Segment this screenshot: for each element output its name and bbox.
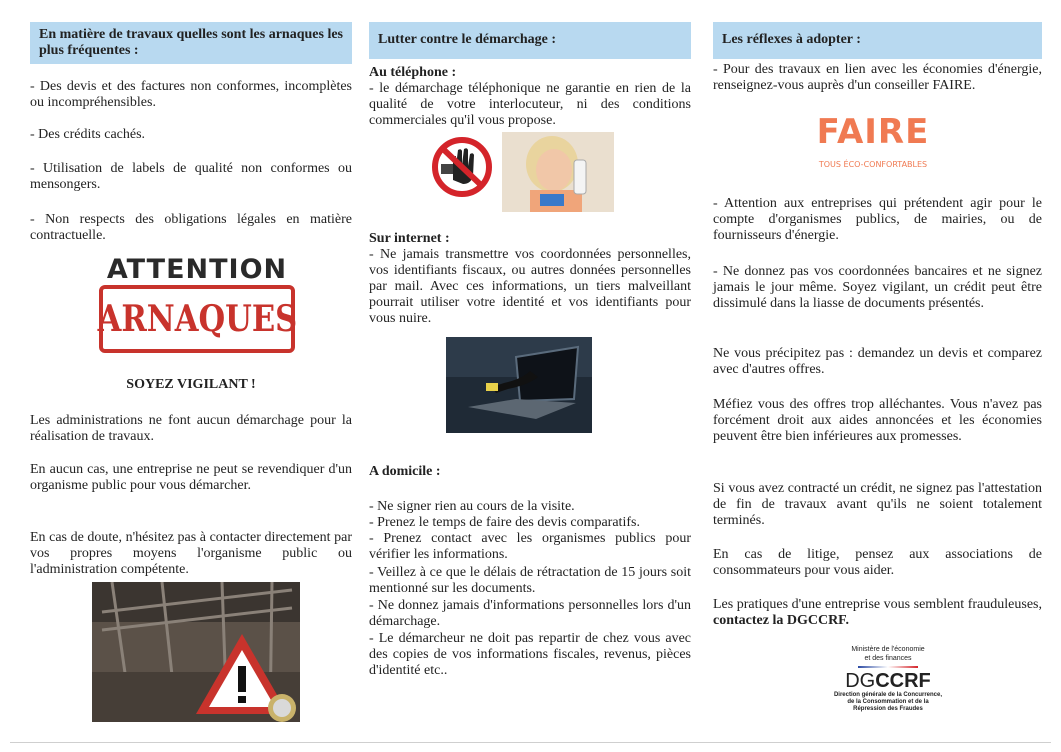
- para-coordonnees: - Ne donnez pas vos coordonnées bancaires et ne signez jamais le jour même. Soyez vigilant, un crédit peut être dissimulé dans la liasse de documents présentés.: [713, 264, 1042, 311]
- para-entreprises: - Attention aux entreprises qui prétendent agir pour le compte d'organismes publics, de mairies, ou de fournisseurs d'énergie.: [713, 196, 1042, 243]
- faire-wordmark: FAIRE: [816, 112, 930, 152]
- home-item-2: - Prenez le temps de faire des devis comparatifs.: [369, 515, 640, 530]
- section-header-arnaques: En matière de travaux quelles sont les arnaques les plus fréquentes :: [30, 22, 352, 64]
- dgccrf-ministry-2: et des finances: [864, 655, 912, 662]
- internet-title: Sur internet :: [369, 231, 450, 246]
- item-credits: - Des crédits cachés.: [30, 127, 146, 142]
- phone-text: - le démarchage téléphonique ne garantie en rien de la qualité de votre interlocuteur, ni des conditions commerciales qu'il vous propose.: [369, 81, 691, 128]
- para-faire: - Pour des travaux en lien avec les économies d'énergie, renseignez-vous auprès d'un conseiller FAIRE.: [713, 62, 1042, 93]
- dgccrf-ccrf: CCRF: [875, 670, 931, 692]
- item-devis: - Des devis et des factures non conformes, incomplètes ou incompréhensibles.: [30, 79, 352, 110]
- dgccrf-wordmark: [808, 670, 968, 692]
- phone-woman-photo: [502, 132, 614, 212]
- section-header-reflexes: Les réflexes à adopter :: [713, 22, 1042, 59]
- no-hand-stop-icon: [427, 136, 497, 198]
- arnaques-stamp: [99, 285, 295, 353]
- para-entreprise: En aucun cas, une entreprise ne peut se revendiquer d'un organisme public pour vous démarcher.: [30, 462, 352, 493]
- dgccrf-sub-2: de la Consommation et de la: [847, 699, 929, 705]
- item-obligations: - Non respects des obligations légales en matière contractuelle.: [30, 212, 352, 243]
- para-dgccrf: [713, 597, 1042, 629]
- attention-heading: ATTENTION: [106, 254, 288, 285]
- item-labels: - Utilisation de labels de qualité non conformes ou mensongers.: [30, 161, 352, 192]
- home-title: A domicile :: [369, 464, 441, 479]
- home-item-5: - Ne donnez jamais d'informations personnelles lors d'un démarchage.: [369, 598, 691, 629]
- phone-title: Au téléphone :: [369, 65, 457, 80]
- para-dgccrf-text: Les pratiques d'une entreprise vous semblent frauduleuses,: [713, 597, 1042, 612]
- dgccrf-dg: DG: [845, 670, 876, 692]
- faire-logo: [803, 112, 943, 182]
- construction-warning-photo: [92, 582, 300, 722]
- vigilant-heading: SOYEZ VIGILANT !: [126, 377, 256, 392]
- para-devis: Ne vous précipitez pas : demandez un devis et comparez avec d'autres offres.: [713, 346, 1042, 377]
- arnaques-label: ARNAQUES: [97, 298, 297, 340]
- laptop-hacker-photo: [446, 337, 592, 433]
- para-litige: En cas de litige, pensez aux associations de consommateurs pour vous aider.: [713, 547, 1042, 578]
- para-doute: En cas de doute, n'hésitez pas à contacter directement par vos propres moyens l'organisme public ou l'administration compétente.: [30, 530, 352, 577]
- para-offres: Méfiez vous des offres trop alléchantes. Vous n'avez pas forcément droit aux aides annoncées et les économies peuvent être bien inférieures aux promesses.: [713, 397, 1042, 444]
- para-administrations: Les administrations ne font aucun démarchage pour la réalisation de travaux.: [30, 413, 352, 444]
- para-credit: Si vous avez contracté un crédit, ne signez pas l'attestation de fin de travaux avant qu'ils ne soient totalement terminés.: [713, 481, 1042, 528]
- euro-coin-icon: [268, 694, 296, 722]
- home-item-6: - Le démarcheur ne doit pas repartir de chez vous avec des copies de vos informations fiscales, revenus, pièces d'identité etc..: [369, 631, 691, 678]
- bottom-fold-line: [10, 742, 1051, 743]
- para-dgccrf-bold: contactez la DGCCRF.: [713, 613, 849, 628]
- dgccrf-sub-3: Répression des Fraudes: [853, 706, 923, 712]
- section-header-demarchage: Lutter contre le démarchage :: [369, 22, 691, 59]
- home-item-1: - Ne signer rien au cours de la visite.: [369, 499, 575, 514]
- home-item-3: - Prenez contact avec les organismes publics pour vérifier les informations.: [369, 531, 691, 562]
- faire-tagline: TOUS ÉCO-CONFORTABLES: [818, 160, 928, 169]
- dgccrf-sub-1: Direction générale de la Concurrence,: [833, 692, 943, 698]
- home-item-4: - Veillez à ce que le délais de rétractation de 15 jours soit mentionné sur les documents.: [369, 565, 691, 596]
- dgccrf-flag-stripe: [858, 666, 918, 668]
- dgccrf-logo: [808, 645, 968, 735]
- internet-text: - Ne jamais transmettre vos coordonnées personnelles, vos identifiants fiscaux, ou autres données personnelles par mail. Avec ces informations, un tiers malveillant pourrait utiliser votre identité et vos identifiants pour vous nuire.: [369, 247, 691, 326]
- dgccrf-ministry-1: Ministère de l'économie: [851, 646, 925, 653]
